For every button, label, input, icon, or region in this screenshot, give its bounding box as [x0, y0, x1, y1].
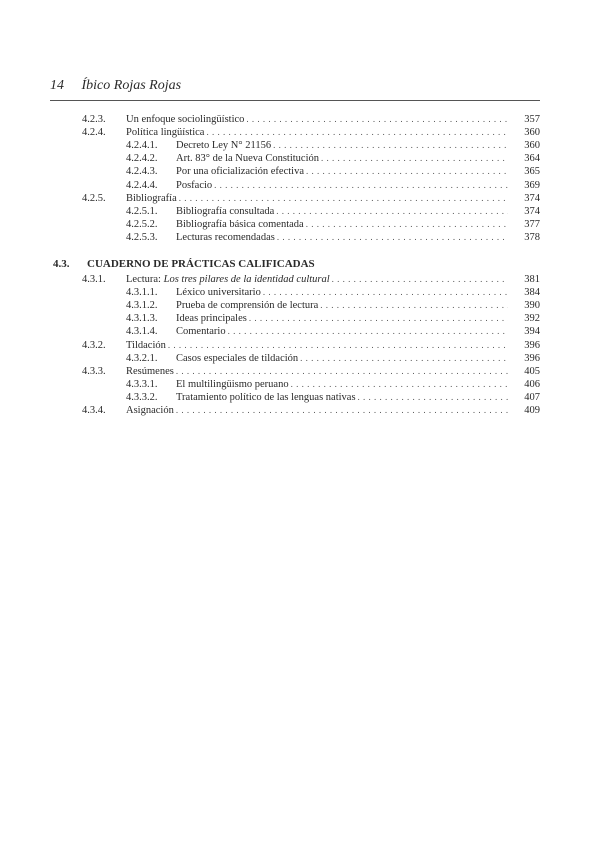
- dot-leader: [206, 125, 508, 139]
- toc-entry-number: 4.3.1.: [82, 274, 106, 285]
- toc-entry-page: 377: [524, 218, 540, 230]
- header-page-number: 14: [50, 78, 64, 93]
- toc-entry: [126, 324, 540, 338]
- dot-leader: [306, 164, 508, 178]
- section-heading: [53, 258, 315, 270]
- header-author: Íbico Rojas Rojas: [81, 78, 182, 93]
- toc-entry: [126, 138, 540, 152]
- toc-entry-page: 369: [524, 179, 540, 191]
- dot-leader: [358, 390, 508, 404]
- dot-leader: [277, 230, 508, 244]
- toc-entry: [82, 272, 540, 286]
- toc-entry-number: 4.3.1.3.: [126, 313, 158, 325]
- toc-entry-number: 4.3.1.4.: [126, 326, 158, 338]
- dot-leader: [176, 364, 508, 378]
- toc-entry-title-text: Casos especiales de tildación: [176, 352, 299, 364]
- dot-leader: [214, 178, 508, 192]
- toc-entry-title-text: Bibliografía: [126, 192, 177, 204]
- dot-leader: [249, 311, 508, 325]
- toc-entry: [126, 298, 540, 312]
- toc-entry-page: 360: [524, 140, 540, 152]
- toc-entry-title-text: Bibliografía consultada: [176, 205, 275, 217]
- dot-leader: [276, 204, 508, 218]
- toc-entry: [126, 390, 540, 404]
- toc-entry-number: 4.2.5.2.: [126, 218, 158, 230]
- toc-entry-number: 4.3.3.2.: [126, 391, 158, 403]
- toc-entry-page: 365: [524, 166, 540, 178]
- toc-entry-title-text: Política lingüística: [126, 127, 205, 139]
- toc-entry-page: 405: [524, 365, 540, 377]
- dot-leader: [332, 272, 508, 286]
- toc-entry-number: 4.3.1.1.: [126, 287, 158, 299]
- toc-entry-title-text: El multilingüismo peruano: [176, 378, 289, 390]
- dot-leader: [263, 285, 508, 299]
- toc-entry-page: 394: [524, 326, 540, 338]
- toc-entry: [126, 351, 540, 365]
- toc-entry-page: 360: [524, 127, 540, 139]
- toc-entry: [126, 311, 540, 325]
- dot-leader: [320, 298, 508, 312]
- section-number: 4.3.: [53, 258, 70, 270]
- toc-entry-page: 390: [524, 300, 540, 312]
- toc-entry: [126, 178, 540, 192]
- toc-entry-number: 4.2.5.1.: [126, 205, 158, 217]
- toc-entry-number: 4.3.2.1.: [126, 352, 158, 364]
- toc-entry-title-text: Posfacio: [176, 179, 213, 191]
- toc-entry-page: 409: [524, 405, 540, 416]
- running-header: [50, 78, 540, 94]
- toc-entry-title: [126, 404, 176, 418]
- header-rule: [50, 100, 540, 101]
- toc-entry: [126, 285, 540, 299]
- toc-entry-number: 4.2.5.: [82, 192, 106, 204]
- toc-entry: [82, 112, 540, 126]
- toc-entry-number: 4.2.4.3.: [126, 166, 158, 178]
- toc-entry-number: 4.3.3.: [82, 365, 106, 377]
- dot-leader: [300, 351, 508, 365]
- toc-entry-title-text: Tildación: [126, 339, 166, 351]
- toc-entry-title-text: Resúmenes: [126, 365, 174, 377]
- dot-leader: [306, 217, 508, 231]
- toc-entry: [82, 338, 540, 352]
- section-title: CUADERNO DE PRÁCTICAS CALIFICADAS: [87, 258, 315, 270]
- toc-entry-title-text: Lecturas recomendadas: [176, 231, 275, 243]
- toc-entry-title-italic: Los tres pilares de la identidad cultural: [163, 274, 330, 285]
- toc-entry-title-text: Decreto Ley N° 21156: [176, 140, 272, 152]
- toc-entry-number: 4.3.1.2.: [126, 300, 158, 312]
- toc-entry-number: 4.2.3.: [82, 114, 106, 125]
- toc-entry-title-text: Prueba de comprensión de lectura: [176, 300, 319, 312]
- toc-entry-number: 4.3.3.1.: [126, 378, 158, 390]
- dot-leader: [321, 151, 508, 165]
- toc-entry-number: 4.2.4.1.: [126, 140, 158, 152]
- toc-entry-title-text: Ideas principales: [176, 313, 247, 325]
- toc-entry-number: 4.3.2.: [82, 339, 106, 351]
- dot-leader: [179, 191, 508, 205]
- toc-entry: [126, 377, 540, 391]
- toc-entry-title-text: Un enfoque sociolingüístico: [126, 114, 245, 125]
- toc-entry-page: 392: [524, 313, 540, 325]
- toc-entry-title: [176, 231, 277, 245]
- toc-entry: [82, 364, 540, 378]
- toc-entry: [126, 230, 540, 244]
- toc-entry-title-text: Comentario: [176, 326, 226, 338]
- toc-entry-page: 364: [524, 153, 540, 165]
- toc-entry-page: 396: [524, 352, 540, 364]
- toc-entry: [126, 164, 540, 178]
- toc-entry-number: 4.2.4.2.: [126, 153, 158, 165]
- toc-entry-title-text: Lectura:: [126, 274, 161, 285]
- toc-entry-page: 384: [524, 287, 540, 299]
- dot-leader: [291, 377, 508, 391]
- toc-entry-page: 381: [524, 274, 540, 285]
- toc-entry-number: 4.3.4.: [82, 405, 106, 416]
- toc-entry: [82, 191, 540, 205]
- toc-entry-page: 374: [524, 192, 540, 204]
- dot-leader: [228, 324, 508, 338]
- toc-entry-title-text: Por una oficialización efectiva: [176, 166, 304, 178]
- toc-entry-title-text: Léxico universitario: [176, 287, 261, 299]
- dot-leader: [176, 403, 508, 417]
- toc-entry-page: 374: [524, 205, 540, 217]
- dot-leader: [273, 138, 508, 152]
- toc-entry: [82, 403, 540, 417]
- toc-entry-page: 357: [524, 114, 540, 125]
- toc-entry: [126, 151, 540, 165]
- toc-entry: [126, 217, 540, 231]
- dot-leader: [246, 112, 508, 126]
- toc-entry-number: 4.2.5.3.: [126, 231, 158, 243]
- toc-entry-page: 406: [524, 378, 540, 390]
- toc-entry-page: 396: [524, 339, 540, 351]
- toc-entry: [82, 125, 540, 139]
- toc-entry-title-text: Bibliografía básica comentada: [176, 218, 304, 230]
- toc-entry-title-text: Asignación: [126, 405, 174, 416]
- toc-entry: [126, 204, 540, 218]
- dot-leader: [168, 338, 508, 352]
- toc-entry-title-text: Tratamiento político de las lenguas nativas: [176, 391, 356, 403]
- toc-entry-title-text: Art. 83° de la Nueva Constitución: [176, 153, 320, 165]
- toc-entry-page: 378: [524, 231, 540, 243]
- toc-entry-number: 4.2.4.4.: [126, 179, 158, 191]
- toc-entry-page: 407: [524, 391, 540, 403]
- toc-entry-number: 4.2.4.: [82, 127, 106, 139]
